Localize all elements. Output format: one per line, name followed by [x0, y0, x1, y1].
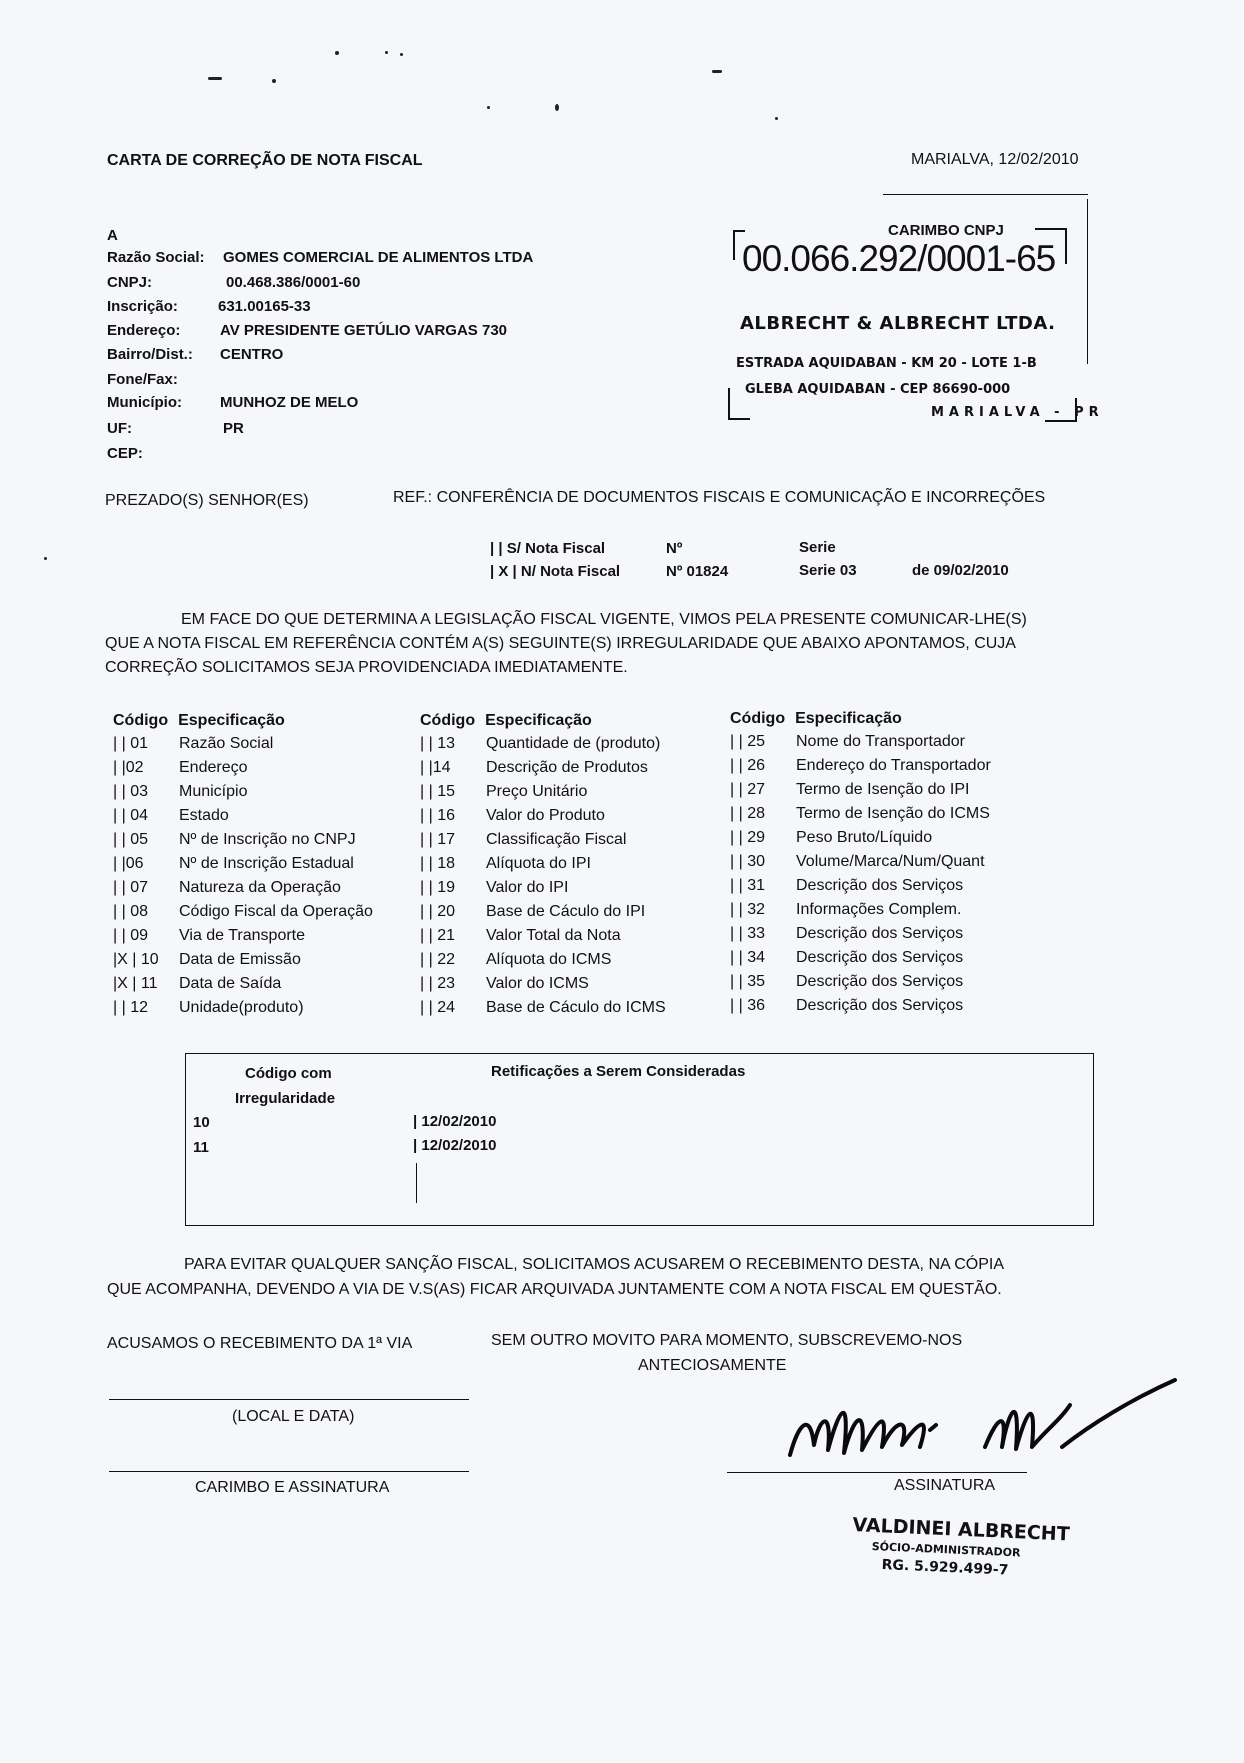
code-spec: Descrição dos Serviços — [796, 973, 964, 990]
codes-header-spec: Especificação — [795, 710, 902, 727]
rectification-right-border — [1093, 1053, 1094, 1226]
invoice-row-our: | X | N/ Nota Fiscal — [490, 563, 621, 580]
code-spec: Estado — [179, 807, 229, 824]
code-row — [730, 877, 991, 901]
code-row — [113, 783, 373, 807]
stamp-company-name: ALBRECHT & ALBRECHT LTDA. — [740, 313, 1056, 334]
field-label-cep: CEP: — [107, 445, 143, 462]
rectification-value: | 12/02/2010 — [413, 1137, 497, 1154]
scan-speck — [208, 77, 222, 80]
code-row — [730, 901, 991, 925]
field-label-inscricao: Inscrição: — [107, 298, 178, 315]
field-label-bairro: Bairro/Dist.: — [107, 346, 193, 363]
code-row — [420, 975, 666, 999]
code-row — [113, 903, 373, 927]
code-spec: Alíquota do IPI — [486, 855, 591, 872]
code-spec: Código Fiscal da Operação — [179, 903, 373, 920]
code-row — [113, 855, 373, 879]
stamp-bracket-bottom-right — [1045, 398, 1077, 422]
code-row — [420, 807, 666, 831]
scan-speck — [555, 104, 559, 111]
code-checkbox: | | 33 — [730, 925, 765, 942]
field-value-bairro: CENTRO — [220, 346, 284, 363]
code-row — [420, 879, 666, 903]
code-row — [730, 949, 991, 973]
code-spec: Endereço — [179, 759, 248, 776]
stamp-cnpj-number: 00.066.292/0001-65 — [742, 238, 1056, 279]
code-spec: Alíquota do ICMS — [486, 951, 612, 968]
code-checkbox: | |02 — [113, 759, 144, 776]
code-checkbox: | | 22 — [420, 951, 455, 968]
code-checkbox: | | 15 — [420, 783, 455, 800]
code-checkbox: | | 12 — [113, 999, 148, 1016]
code-checkbox: | | 20 — [420, 903, 455, 920]
scan-speck — [385, 51, 388, 54]
code-checkbox: | | 18 — [420, 855, 455, 872]
notice-line: CORREÇÃO SOLICITAMOS SEJA PROVIDENCIADA IMEDIATAMENTE. — [105, 659, 628, 676]
code-spec: Base de Cáculo do IPI — [486, 903, 646, 920]
scan-speck — [712, 70, 722, 73]
field-value-inscricao: 631.00165-33 — [218, 298, 311, 315]
handwritten-signature — [770, 1375, 1190, 1475]
scan-speck — [44, 557, 47, 560]
stamp-address-line1: ESTRADA AQUIDABAN - KM 20 - LOTE 1-B — [736, 356, 1037, 371]
acknowledge-receipt: ACUSAMOS O RECEBIMENTO DA 1ª VIA — [107, 1335, 413, 1352]
code-spec: Nome do Transportador — [796, 733, 965, 750]
field-value-razao-social: GOMES COMERCIAL DE ALIMENTOS LTDA — [223, 249, 534, 266]
field-value-uf: PR — [223, 420, 244, 437]
code-spec: Razão Social — [179, 735, 274, 752]
code-spec: Município — [179, 783, 248, 800]
field-value-endereco: AV PRESIDENTE GETÚLIO VARGAS 730 — [220, 322, 507, 339]
code-row — [113, 735, 373, 759]
code-checkbox-checked: |X | 11 — [113, 975, 158, 992]
code-row — [113, 831, 373, 855]
code-row — [730, 757, 991, 781]
invoice-row-their-serie: Serie — [799, 539, 836, 556]
code-spec: Descrição de Produtos — [486, 759, 648, 776]
code-checkbox: | | 28 — [730, 805, 765, 822]
code-row — [420, 999, 666, 1023]
code-spec: Descrição dos Serviços — [796, 997, 964, 1014]
place-date: MARIALVA, 12/02/2010 — [911, 151, 1079, 168]
rectification-value: | 12/02/2010 — [413, 1113, 497, 1130]
code-checkbox: | |14 — [420, 759, 451, 776]
recipient-to: A — [107, 227, 118, 244]
codes-column-2 — [420, 712, 666, 1023]
stamp-right-dashes — [1087, 199, 1088, 364]
rectification-divider — [416, 1163, 417, 1203]
code-row — [420, 735, 666, 759]
code-checkbox: | | 19 — [420, 879, 455, 896]
farewell-line: ANTECIOSAMENTE — [638, 1357, 787, 1374]
invoice-row-our-serie: Serie 03 — [799, 562, 857, 579]
code-row — [730, 829, 991, 853]
code-checkbox: | | 32 — [730, 901, 765, 918]
stamp-signature-label: CARIMBO E ASSINATURA — [195, 1479, 390, 1496]
signatory-name: VALDINEI ALBRECHT — [852, 1514, 1071, 1546]
scan-speck — [487, 106, 490, 109]
code-row — [420, 831, 666, 855]
code-spec: Data de Emissão — [179, 951, 301, 968]
code-row — [113, 759, 373, 783]
reference: REF.: CONFERÊNCIA DE DOCUMENTOS FISCAIS E COMUNICAÇÃO E INCORREÇÕES — [393, 489, 1046, 506]
code-spec: Descrição dos Serviços — [796, 949, 964, 966]
codes-header-code: Código — [113, 712, 169, 729]
closing-line: QUE ACOMPANHA, DEVENDO A VIA DE V.S(AS) FICAR ARQUIVADA JUNTAMENTE COM A NOTA FISCAL EM QUESTÃO. — [107, 1281, 1002, 1298]
stamp-label: CARIMBO CNPJ — [888, 222, 1004, 239]
code-checkbox: | | 13 — [420, 735, 455, 752]
code-spec: Termo de Isenção do ICMS — [796, 805, 990, 822]
code-checkbox: | | 23 — [420, 975, 455, 992]
local-date-line — [109, 1399, 469, 1400]
code-row — [730, 781, 991, 805]
code-spec: Descrição dos Serviços — [796, 925, 964, 942]
invoice-row-their-number: Nº — [666, 540, 683, 557]
code-spec: Volume/Marca/Num/Quant — [796, 853, 985, 870]
code-row — [420, 951, 666, 975]
code-row — [730, 853, 991, 877]
code-checkbox: | | 09 — [113, 927, 148, 944]
field-label-fone-fax: Fone/Fax: — [107, 371, 178, 388]
salutation: PREZADO(S) SENHOR(ES) — [105, 492, 309, 509]
field-label-cnpj: CNPJ: — [107, 274, 153, 291]
stamp-address-line2: GLEBA AQUIDABAN - CEP 86690-000 — [745, 382, 1011, 397]
code-row — [420, 855, 666, 879]
code-checkbox: | | 07 — [113, 879, 148, 896]
code-row — [113, 807, 373, 831]
code-spec: Informações Complem. — [796, 901, 962, 918]
code-checkbox: | | 31 — [730, 877, 765, 894]
signatory-rg: RG. 5.929.499-7 — [881, 1557, 1009, 1579]
code-spec: Via de Transporte — [179, 927, 306, 944]
scan-speck — [272, 79, 276, 83]
code-checkbox: | | 27 — [730, 781, 765, 798]
code-spec: Nº de Inscrição Estadual — [179, 855, 354, 872]
rectification-code: 11 — [193, 1139, 209, 1156]
code-checkbox: | | 29 — [730, 829, 765, 846]
rectification-col2-header: Retificações a Serem Consideradas — [491, 1063, 746, 1080]
stamp-signature-line — [109, 1471, 469, 1472]
code-checkbox: | | 01 — [113, 735, 148, 752]
code-checkbox: | | 16 — [420, 807, 455, 824]
code-checkbox: | | 17 — [420, 831, 455, 848]
code-spec: Base de Cáculo do ICMS — [486, 999, 666, 1016]
code-checkbox: | | 34 — [730, 949, 765, 966]
document-title: CARTA DE CORREÇÃO DE NOTA FISCAL — [107, 152, 423, 169]
field-label-municipio: Município: — [107, 394, 182, 411]
field-value-municipio: MUNHOZ DE MELO — [220, 394, 359, 411]
code-row — [113, 999, 373, 1023]
invoice-row-our-date: de 09/02/2010 — [912, 562, 1009, 579]
code-row — [113, 975, 373, 999]
codes-header-spec: Especificação — [485, 712, 592, 729]
farewell-line: SEM OUTRO MOVITO PARA MOMENTO, SUBSCREVEMO-NOS — [491, 1332, 963, 1349]
code-row — [420, 903, 666, 927]
signatory-role: SÓCIO-ADMINISTRADOR — [871, 1540, 1021, 1560]
code-checkbox: | | 04 — [113, 807, 148, 824]
rectification-value-text: 12/02/2010 — [421, 1137, 497, 1154]
signature-label: ASSINATURA — [894, 1477, 996, 1494]
scan-speck — [335, 51, 339, 55]
code-checkbox: | | 26 — [730, 757, 765, 774]
rectification-top-border — [185, 1053, 1094, 1054]
stamp-top-rule — [883, 194, 1088, 195]
code-row — [113, 879, 373, 903]
code-row — [730, 925, 991, 949]
code-row — [113, 927, 373, 951]
code-checkbox: | | 30 — [730, 853, 765, 870]
code-spec: Quantidade de (produto) — [486, 735, 661, 752]
code-checkbox-checked: |X | 10 — [113, 951, 159, 968]
code-spec: Unidade(produto) — [179, 999, 304, 1016]
notice-line: EM FACE DO QUE DETERMINA A LEGISLAÇÃO FISCAL VIGENTE, VIMOS PELA PRESENTE COMUNICAR-LHE(S) — [181, 611, 1027, 628]
notice-line: QUE A NOTA FISCAL EM REFERÊNCIA CONTÉM A(S) SEGUINTE(S) IRREGULARIDADE QUE ABAIXO APONTAMOS, CUJA — [105, 635, 1016, 652]
code-spec: Preço Unitário — [486, 783, 588, 800]
code-row — [420, 759, 666, 783]
code-checkbox: | | 35 — [730, 973, 765, 990]
invoice-row-their: | | S/ Nota Fiscal — [490, 540, 606, 557]
code-row — [113, 951, 373, 975]
rectification-code: 10 — [193, 1114, 210, 1131]
rectification-left-border — [185, 1053, 186, 1226]
codes-column-1 — [113, 712, 373, 1023]
code-spec: Valor do IPI — [486, 879, 569, 896]
code-spec: Valor do Produto — [486, 807, 605, 824]
stamp-city: MARIALVA - PR — [931, 405, 1104, 420]
rectification-col1-header: Irregularidade — [235, 1090, 336, 1107]
code-spec: Classificação Fiscal — [486, 831, 627, 848]
code-spec: Natureza da Operação — [179, 879, 341, 896]
code-spec: Endereço do Transportador — [796, 757, 991, 774]
field-label-uf: UF: — [107, 420, 132, 437]
code-checkbox: | | 05 — [113, 831, 148, 848]
scan-speck — [400, 53, 403, 56]
field-value-cnpj: 00.468.386/0001-60 — [226, 274, 361, 291]
codes-header-code: Código — [420, 712, 476, 729]
code-checkbox: | | 03 — [113, 783, 148, 800]
field-label-razao-social: Razão Social: — [107, 249, 205, 266]
code-checkbox: | | 25 — [730, 733, 765, 750]
code-checkbox: | |06 — [113, 855, 144, 872]
code-spec: Termo de Isenção do IPI — [796, 781, 970, 798]
field-label-endereco: Endereço: — [107, 322, 181, 339]
invoice-row-our-number: Nº 01824 — [666, 563, 729, 580]
code-checkbox: | | 24 — [420, 999, 455, 1016]
code-spec: Valor Total da Nota — [486, 927, 621, 944]
code-checkbox: | | 36 — [730, 997, 765, 1014]
scan-speck — [775, 117, 778, 120]
code-checkbox: | | 08 — [113, 903, 148, 920]
code-row — [730, 997, 991, 1021]
rectification-value-text: 12/02/2010 — [421, 1113, 497, 1130]
closing-line: PARA EVITAR QUALQUER SANÇÃO FISCAL, SOLICITAMOS ACUSAREM O RECEBIMENTO DESTA, NA CÓPIA — [184, 1256, 1005, 1273]
code-spec: Descrição dos Serviços — [796, 877, 964, 894]
rectification-bottom-border — [185, 1225, 1094, 1226]
local-date-label: (LOCAL E DATA) — [232, 1408, 355, 1425]
codes-column-3 — [730, 710, 991, 1021]
code-spec: Valor do ICMS — [486, 975, 589, 992]
code-row — [730, 733, 991, 757]
rectification-col1-header: Código com — [245, 1065, 332, 1082]
code-row — [730, 805, 991, 829]
codes-header-code: Código — [730, 710, 786, 727]
code-spec: Peso Bruto/Líquido — [796, 829, 933, 846]
code-row — [730, 973, 991, 997]
code-spec: Data de Saída — [179, 975, 282, 992]
stamp-bracket-bottom-left — [728, 388, 750, 420]
signature-line — [727, 1472, 1027, 1473]
codes-header-spec: Especificação — [178, 712, 285, 729]
code-checkbox: | | 21 — [420, 927, 455, 944]
code-spec: Nº de Inscrição no CNPJ — [179, 831, 356, 848]
code-row — [420, 783, 666, 807]
code-row — [420, 927, 666, 951]
